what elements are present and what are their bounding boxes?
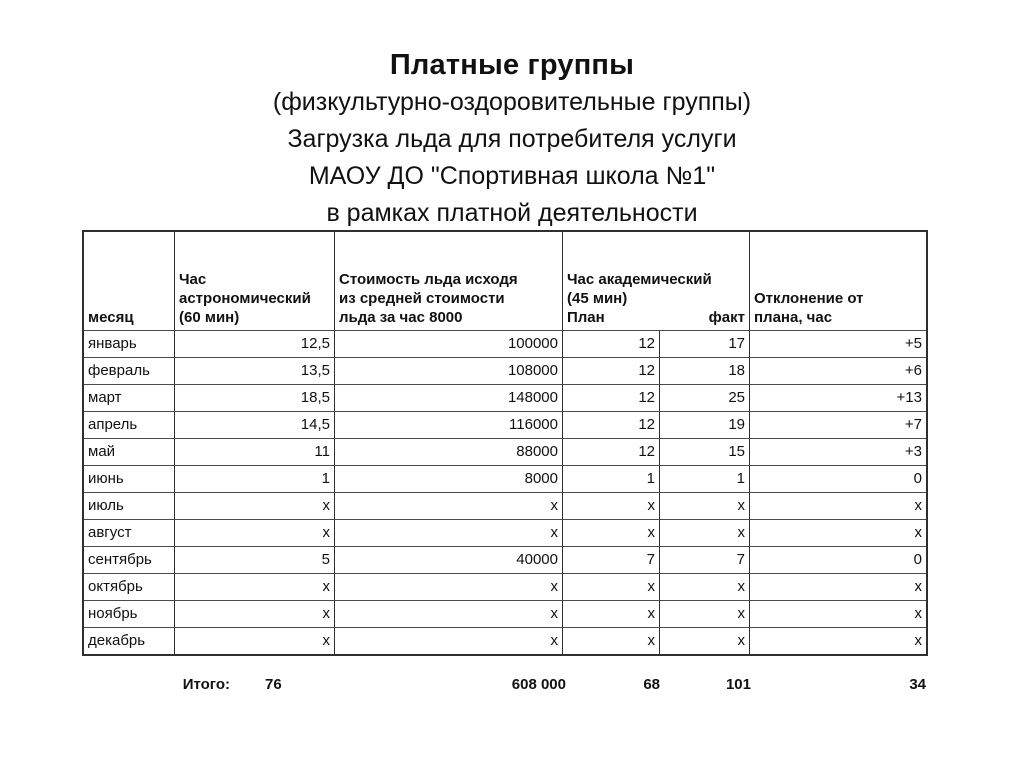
month-cell: июнь — [88, 470, 124, 487]
plan-cell: 12 — [562, 358, 659, 384]
plan-cell: x — [562, 574, 659, 600]
astro-hours-cell: 12,5 — [174, 331, 334, 357]
astro-hours-cell: x — [174, 628, 334, 654]
ice-usage-table — [82, 230, 928, 656]
table-row — [84, 330, 926, 357]
table-row — [84, 438, 926, 465]
subtitle-line-4: в рамках платной деятельности — [326, 199, 698, 227]
table-row — [84, 573, 926, 600]
astro-hours-cell: 18,5 — [174, 385, 334, 411]
header-deviation: Отклонение от плана, час — [749, 232, 926, 330]
month-cell: сентябрь — [88, 551, 152, 568]
totals-label: Итого: — [182, 676, 230, 693]
astro-hours-cell: x — [174, 601, 334, 627]
table-row — [84, 357, 926, 384]
astro-hours-cell: x — [174, 493, 334, 519]
table-row — [84, 519, 926, 546]
table-header-row — [84, 232, 926, 330]
astro-hours-cell: 13,5 — [174, 358, 334, 384]
deviation-cell: +6 — [749, 358, 926, 384]
deviation-cell: x — [749, 574, 926, 600]
ice-cost-cell: 40000 — [334, 547, 562, 573]
ice-cost-cell: 8000 — [334, 466, 562, 492]
plan-cell: x — [562, 628, 659, 654]
ice-cost-cell: 116000 — [334, 412, 562, 438]
header-academic-hour: Час академический (45 мин) План факт — [562, 232, 749, 330]
page-title: Платные группы — [389, 49, 635, 81]
astro-hours-cell: 11 — [174, 439, 334, 465]
deviation-cell: x — [749, 628, 926, 654]
deviation-cell: 0 — [749, 547, 926, 573]
plan-cell: 12 — [562, 439, 659, 465]
deviation-cell: +7 — [749, 412, 926, 438]
month-cell: февраль — [88, 362, 150, 379]
deviation-cell: 0 — [749, 466, 926, 492]
deviation-cell: +5 — [749, 331, 926, 357]
ice-cost-cell: x — [334, 520, 562, 546]
plan-cell: 12 — [562, 331, 659, 357]
table-row — [84, 546, 926, 573]
fact-cell: x — [659, 628, 749, 654]
subtitle-line-2: Загрузка льда для потребителя услуги — [287, 125, 737, 153]
totals-ice-cost: 608 000 — [511, 676, 566, 693]
fact-label: факт — [708, 309, 745, 326]
month-cell: октябрь — [88, 578, 143, 595]
ice-cost-cell: 100000 — [334, 331, 562, 357]
ice-cost-cell: x — [334, 601, 562, 627]
totals-astro-hours: 76 — [265, 676, 282, 693]
month-cell: июль — [88, 497, 124, 514]
plan-cell: 1 — [562, 466, 659, 492]
deviation-cell: +13 — [749, 385, 926, 411]
month-cell: май — [88, 443, 116, 460]
month-cell: август — [88, 524, 132, 541]
fact-cell: x — [659, 493, 749, 519]
plan-cell: 7 — [562, 547, 659, 573]
fact-cell: 19 — [659, 412, 749, 438]
subtitle-line-3: МАОУ ДО "Спортивная школа №1" — [308, 162, 716, 190]
table-row — [84, 411, 926, 438]
astro-hours-cell: x — [174, 520, 334, 546]
header-ice-cost: Стоимость льда исходя из средней стоимости льда за час 8000 — [334, 232, 562, 330]
ice-cost-cell: 148000 — [334, 385, 562, 411]
table-body — [84, 330, 926, 654]
astro-hours-cell: 14,5 — [174, 412, 334, 438]
fact-cell: x — [659, 520, 749, 546]
astro-hours-cell: 5 — [174, 547, 334, 573]
month-cell: декабрь — [88, 632, 146, 649]
plan-cell: x — [562, 520, 659, 546]
fact-cell: x — [659, 601, 749, 627]
table-row — [84, 492, 926, 519]
ice-cost-cell: x — [334, 628, 562, 654]
plan-label: План — [567, 309, 605, 326]
title-block — [0, 47, 1024, 232]
astro-hours-cell: 1 — [174, 466, 334, 492]
astro-hours-cell: x — [174, 574, 334, 600]
month-cell: март — [88, 389, 122, 406]
fact-cell: 18 — [659, 358, 749, 384]
ice-cost-cell: 88000 — [334, 439, 562, 465]
table-row — [84, 465, 926, 492]
plan-cell: 12 — [562, 412, 659, 438]
ice-cost-cell: 108000 — [334, 358, 562, 384]
header-month: месяц — [88, 309, 134, 326]
plan-cell: x — [562, 601, 659, 627]
plan-fact-subheader — [567, 308, 745, 327]
totals-deviation: 34 — [909, 676, 926, 693]
table-row — [84, 600, 926, 627]
header-astronomical-hour: Час астрономический (60 мин) — [174, 232, 334, 330]
month-cell: ноябрь — [88, 605, 138, 622]
deviation-cell: +3 — [749, 439, 926, 465]
month-cell: январь — [88, 335, 137, 352]
fact-cell: 7 — [659, 547, 749, 573]
fact-cell: 1 — [659, 466, 749, 492]
plan-cell: 12 — [562, 385, 659, 411]
month-cell: апрель — [88, 416, 138, 433]
totals-fact: 101 — [725, 676, 751, 693]
plan-cell: x — [562, 493, 659, 519]
deviation-cell: x — [749, 493, 926, 519]
ice-cost-cell: x — [334, 574, 562, 600]
fact-cell: 25 — [659, 385, 749, 411]
table-row — [84, 384, 926, 411]
table-row — [84, 627, 926, 654]
fact-cell: 15 — [659, 439, 749, 465]
fact-cell: 17 — [659, 331, 749, 357]
subtitle-line-1: (физкультурно-оздоровительные группы) — [272, 88, 752, 116]
deviation-cell: x — [749, 601, 926, 627]
totals-plan: 68 — [643, 676, 660, 693]
ice-cost-cell: x — [334, 493, 562, 519]
deviation-cell: x — [749, 520, 926, 546]
totals-row — [84, 674, 926, 696]
fact-cell: x — [659, 574, 749, 600]
